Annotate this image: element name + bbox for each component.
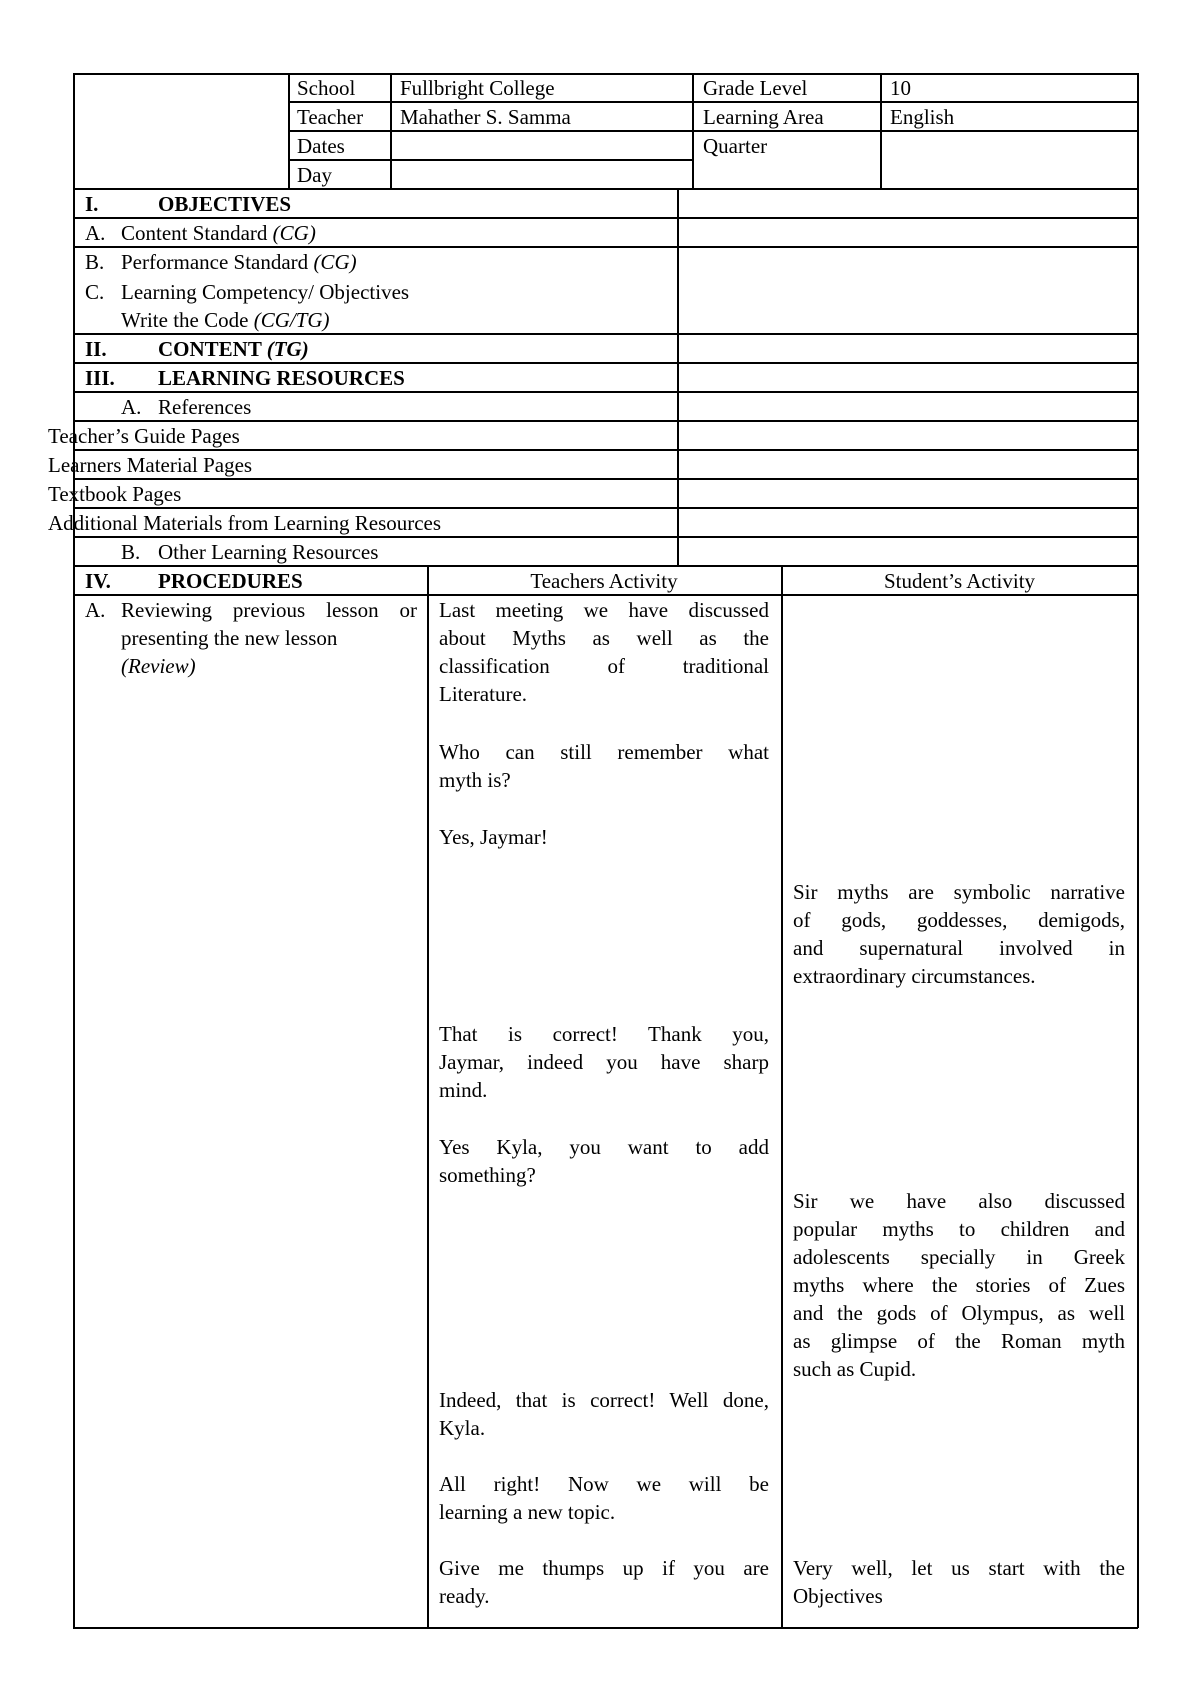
teacher-activity-paragraph: Indeed, that is correct! Well done, Kyla. <box>439 1388 769 1440</box>
rule <box>677 188 679 565</box>
resources-number: III. <box>85 366 115 390</box>
review-marker: A. <box>85 598 106 622</box>
teacher-activity-paragraph: Who can still remember what myth is? <box>439 740 769 792</box>
student-activity-paragraph: Sir myths are symbolic narrative of gods, goddesses, demigods, and supernatural involved in extraordinary circumstances. <box>793 880 1125 988</box>
dates-label: Dates <box>297 134 345 158</box>
performance-standard-marker: B. <box>85 250 105 274</box>
objectives-heading: OBJECTIVES <box>158 192 292 216</box>
content-standard-marker: A. <box>85 221 106 245</box>
teacher-activity-paragraph: That is correct! Thank you, Jaymar, indeed you have sharp mind. <box>439 1022 769 1102</box>
rule <box>288 73 290 188</box>
grade-level-value: 10 <box>890 76 911 100</box>
content-standard-label: Content Standard (CG) <box>121 221 316 245</box>
learning-area-value: English <box>890 105 955 129</box>
content-heading: CONTENT (TG) <box>158 337 309 361</box>
review-description: Reviewing previous lesson or presenting the new lesson (Review) <box>121 598 417 678</box>
other-resources-label: Other Learning Resources <box>158 540 379 564</box>
school-value: Fullbright College <box>400 76 555 100</box>
grade-level-label: Grade Level <box>703 76 808 100</box>
rule <box>73 73 75 1628</box>
rule <box>781 565 783 1628</box>
day-label: Day <box>297 163 332 187</box>
teacher-activity-paragraph: Yes Kyla, you want to add something? <box>439 1135 769 1187</box>
write-code-label: Write the Code (CG/TG) <box>121 308 330 332</box>
resources-heading: LEARNING RESOURCES <box>158 366 405 390</box>
teacher-activity-paragraph: Give me thumps up if you are ready. <box>439 1556 769 1608</box>
rule <box>73 73 1138 75</box>
teacher-activity-paragraph: Last meeting we have discussed about Myths as well as the classification of traditional Literature. <box>439 598 769 706</box>
learning-area-label: Learning Area <box>703 105 824 129</box>
additional-materials-label: Additional Materials from Learning Resources <box>48 511 442 535</box>
content-number: II. <box>85 337 107 361</box>
teachers-guide-pages-label: Teacher’s Guide Pages <box>48 424 240 448</box>
textbook-pages-label: Textbook Pages <box>48 482 182 506</box>
learners-material-pages-label: Learners Material Pages <box>48 453 253 477</box>
rule <box>390 73 392 188</box>
teacher-activity-paragraph: Yes, Jaymar! <box>439 825 548 849</box>
school-label: School <box>297 76 356 100</box>
procedures-heading: PROCEDURES <box>158 569 303 593</box>
rule <box>73 1627 1138 1629</box>
teachers-activity-header: Teachers Activity <box>530 569 678 593</box>
teacher-value: Mahather S. Samma <box>400 105 571 129</box>
learning-competency-label: Learning Competency/ Objectives <box>121 280 410 304</box>
performance-standard-label: Performance Standard (CG) <box>121 250 357 274</box>
students-activity-header: Student’s Activity <box>883 569 1036 593</box>
rule <box>880 73 882 188</box>
teacher-label: Teacher <box>297 105 364 129</box>
rule <box>692 73 694 188</box>
teacher-activity-paragraph: All right! Now we will be learning a new topic. <box>439 1472 769 1524</box>
learning-competency-marker: C. <box>85 280 105 304</box>
references-label: References <box>158 395 252 419</box>
other-resources-marker: B. <box>121 540 141 564</box>
student-activity-paragraph: Very well, let us start with the Objectives <box>793 1556 1125 1608</box>
quarter-label: Quarter <box>703 134 768 158</box>
procedures-number: IV. <box>85 569 111 593</box>
references-marker: A. <box>121 395 142 419</box>
student-activity-paragraph: Sir we have also discussed popular myths to children and adolescents specially in Greek myths where the stories of Zues and the gods of Olympus, as well as glimpse of the Roman myth such as Cupid. <box>793 1189 1125 1381</box>
rule <box>1137 73 1139 1628</box>
objectives-number: I. <box>85 192 99 216</box>
rule <box>288 159 693 161</box>
rule <box>427 565 429 1628</box>
